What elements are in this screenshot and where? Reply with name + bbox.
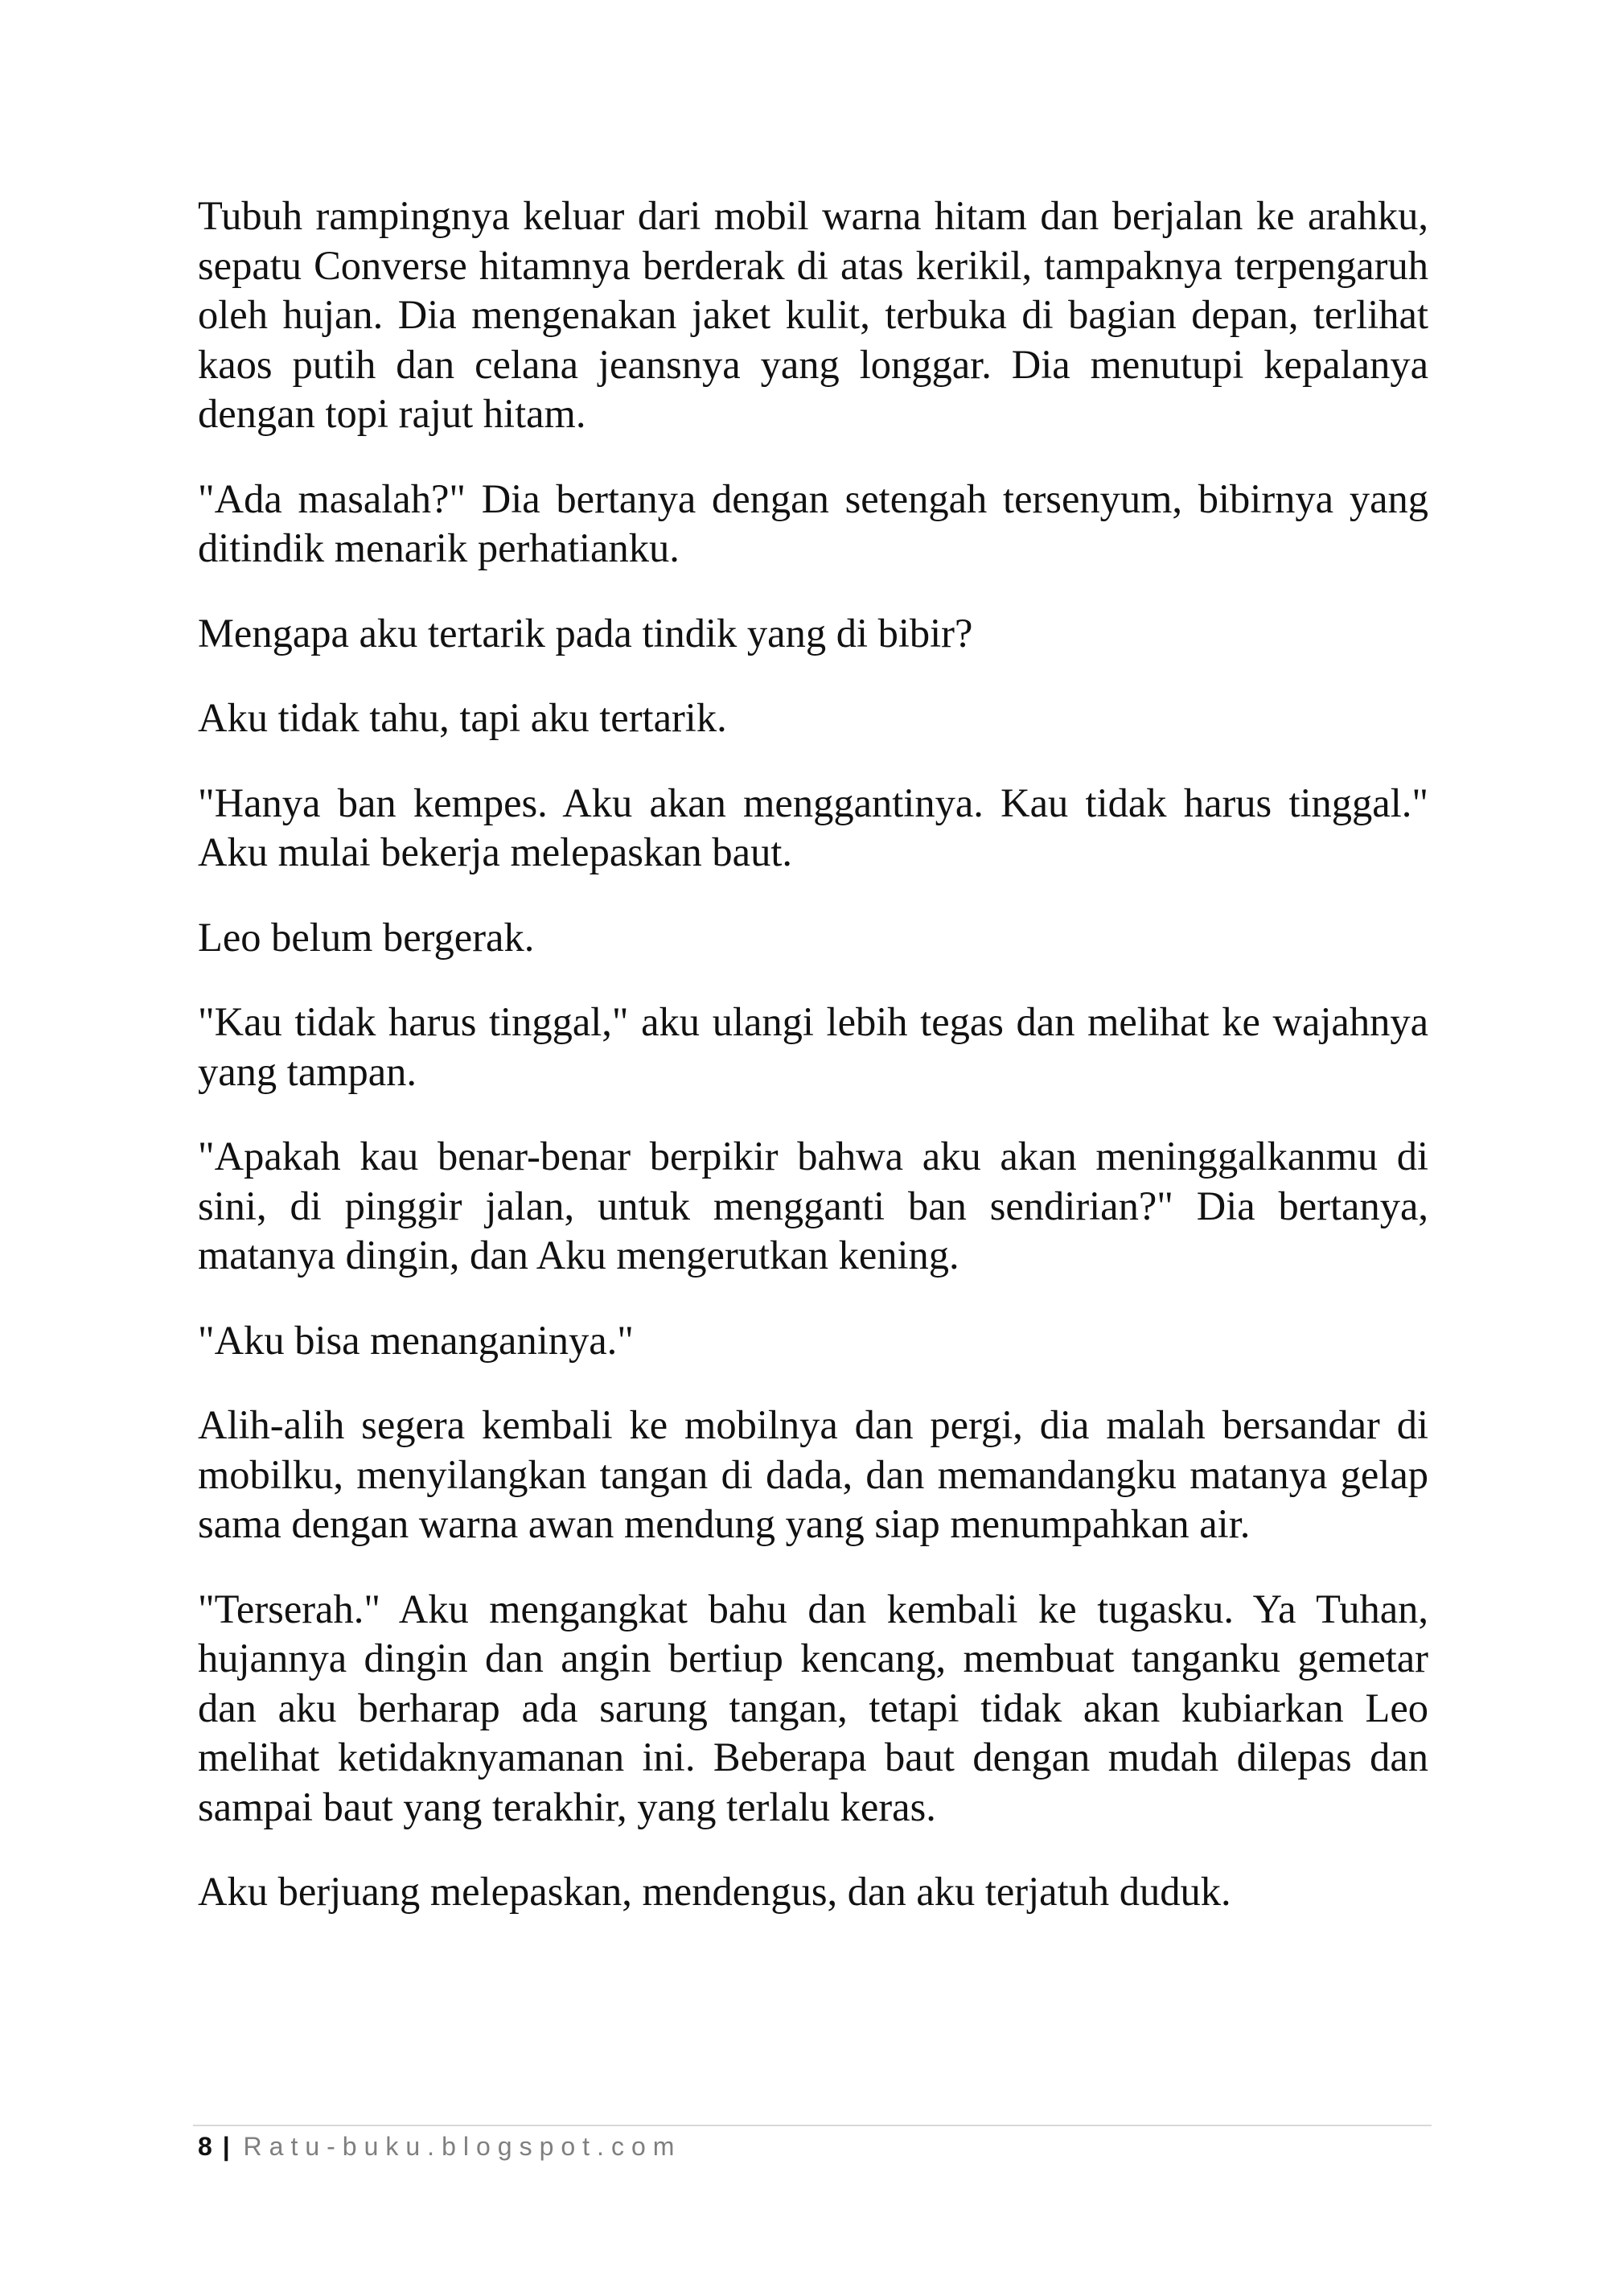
paragraph: "Ada masalah?" Dia bertanya dengan setengah tersenyum, bibirnya yang ditindik menarik perhatianku. — [198, 475, 1428, 570]
paragraph: "Aku bisa menanganinya." — [198, 1317, 634, 1363]
paragraph: Aku tidak tahu, tapi aku tertarik. — [198, 695, 727, 740]
paragraph: "Terserah." Aku mengangkat bahu dan kembali ke tugasku. Ya Tuhan, hujannya dingin dan angin bertiup kencang, membuat tanganku gemetar dan aku berharap ada sarung tangan, tetapi tidak akan kubiarkan Leo melihat ketidaknyamanan ini. Beberapa baut dengan mudah dilepas dan sampai baut yang terakhir, yang terlalu keras. — [198, 1586, 1428, 1829]
page-number: 8 — [198, 2132, 212, 2161]
paragraph: Tubuh rampingnya keluar dari mobil warna hitam dan berjalan ke arahku, sepatu Converse hitamnya berderak di atas kerikil, tampaknya terpengaruh oleh hujan. Dia mengenakan jaket kulit, terbuka di bagian depan, terlihat kaos putih dan celana jeansnya yang longgar. Dia menutupi kepalanya dengan topi rajut hitam. — [198, 193, 1428, 436]
paragraph: Alih-alih segera kembali ke mobilnya dan pergi, dia malah bersandar di mobilku, menyilangkan tangan di dada, dan memandangku matanya gelap sama dengan warna awan mendung yang siap menumpahkan air. — [198, 1402, 1428, 1546]
footer-site-name: Ratu-buku.blogspot.com — [243, 2132, 682, 2161]
footer-divider — [193, 2125, 1432, 2126]
paragraph: "Kau tidak harus tinggal," aku ulangi lebih tegas dan melihat ke wajahnya yang tampan. — [198, 999, 1428, 1094]
paragraph: "Hanya ban kempes. Aku akan menggantinya. Kau tidak harus tinggal." Aku mulai bekerja melepaskan baut. — [198, 780, 1428, 874]
paragraph: Leo belum bergerak. — [198, 914, 535, 960]
paragraph: Mengapa aku tertarik pada tindik yang di bibir? — [198, 610, 973, 656]
paragraph: Aku berjuang melepaskan, mendengus, dan aku terjatuh duduk. — [198, 1869, 1231, 1914]
paragraph: "Apakah kau benar-benar berpikir bahwa aku akan meninggalkanmu di sini, di pinggir jalan, untuk mengganti ban sendirian?" Dia bertanya, matanya dingin, dan Aku mengerutkan kening. — [198, 1134, 1428, 1278]
page-footer — [198, 2130, 681, 2162]
footer-separator: | — [222, 2132, 230, 2161]
body-text — [198, 191, 1428, 1952]
